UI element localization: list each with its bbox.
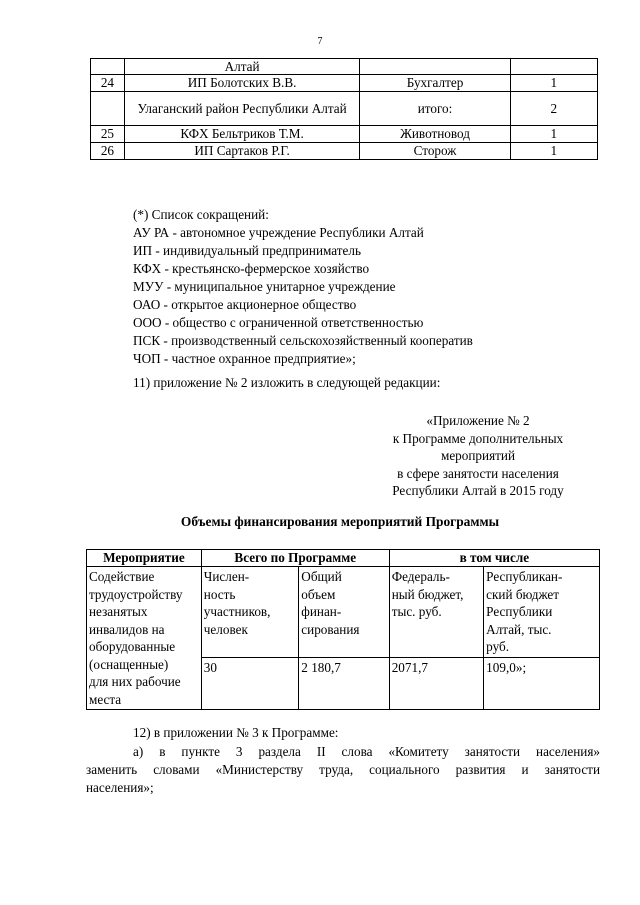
financing-table (86, 549, 600, 710)
appendix-caption (360, 412, 596, 500)
table-cell: 24 (91, 75, 125, 92)
participants-header-cell (201, 567, 299, 658)
cell-line: объем (301, 586, 336, 602)
cell-line: Общий (301, 569, 342, 584)
table-cell (510, 59, 597, 75)
table-row-subtotal (91, 92, 598, 126)
paragraph-line: населения»; (86, 780, 154, 795)
item-11-paragraph: 11) приложение № 2 изложить в следующей редакции: (133, 375, 441, 390)
table-cell: Алтай (124, 59, 360, 75)
federal-value: 2071,7 (389, 658, 483, 710)
table-cell (360, 59, 510, 75)
federal-header-cell (389, 567, 483, 658)
cell-line: руб. (486, 639, 510, 654)
table-row (87, 567, 600, 658)
total-financing-header-cell (299, 567, 389, 658)
table-cell: ИП Болотских В.В. (124, 75, 360, 92)
abbreviation-item: ПСК - производственный сельскохозяйственный кооператив (133, 333, 473, 348)
appendix-line: Республики Алтай в 2015 году (392, 483, 564, 498)
table-cell: 2 (510, 92, 597, 126)
table-cell (91, 59, 125, 75)
item-12-title: 12) в приложении № 3 к Программе: (133, 725, 339, 740)
table-cell: Улаганский район Республики Алтай (124, 92, 360, 126)
table-cell: КФХ Бельтриков Т.М. (124, 126, 360, 143)
measure-line: для них рабочие (89, 674, 181, 689)
table-cell: Животновод (360, 126, 510, 143)
cell-line: Федераль- (391, 569, 450, 584)
paragraph-line: заменить словами «Министерству труда, социального развития и занятости (86, 762, 600, 777)
measure-cell (87, 567, 202, 710)
abbreviation-item: ИП - индивидуальный предприниматель (133, 243, 362, 258)
cell-line: Республикан- (486, 569, 563, 584)
abbreviation-item: ОАО - открытое акционерное общество (133, 297, 357, 312)
measure-line: трудоустройству (89, 586, 183, 602)
table-cell: итого: (360, 92, 510, 126)
table-cell: 1 (510, 143, 597, 160)
cell-line: тыс. руб. (391, 604, 442, 619)
measure-line: (оснащенные) (89, 656, 169, 672)
cell-line: ный бюджет, (391, 586, 464, 602)
paragraph-line: а) в пункте 3 раздела II слова «Комитету занятости населения» (133, 744, 600, 759)
abbreviations-list (133, 206, 473, 368)
financing-heading: Объемы финансирования мероприятий Программы (180, 514, 500, 529)
measure-line: оборудованные (89, 639, 176, 654)
table-cell: 1 (510, 75, 597, 92)
total-financing-value: 2 180,7 (299, 658, 389, 710)
cell-line: человек (203, 621, 248, 637)
cell-line: Алтай, тыс. (486, 621, 552, 637)
page-number: 7 (317, 36, 323, 47)
republic-value: 109,0»; (484, 658, 600, 710)
abbreviation-item: ООО - общество с ограниченной ответственностью (133, 315, 424, 330)
appendix-line: к Программе дополнительных (392, 430, 564, 446)
table-row (91, 126, 598, 143)
table-header-row (87, 550, 600, 567)
appendix-line: мероприятий (440, 448, 516, 463)
header-total: Всего по Программе (201, 550, 389, 567)
participants-value: 30 (201, 658, 299, 710)
table-cell: 25 (91, 126, 125, 143)
appendix-line: в сфере занятости населения (397, 465, 559, 481)
table-cell: 26 (91, 143, 125, 160)
table-cell: Сторож (360, 143, 510, 160)
cell-line: Республики (486, 604, 553, 619)
table-cell (91, 92, 125, 126)
republic-header-cell (484, 567, 600, 658)
cell-line: сирования (301, 621, 360, 637)
abbreviation-item: ЧОП - частное охранное предприятие»; (133, 351, 356, 366)
appendix-line: «Приложение № 2 (426, 413, 530, 428)
cell-line: финан- (301, 604, 342, 619)
abbreviation-item: КФХ - крестьянско-фермерское хозяйство (133, 261, 370, 276)
cell-line: Числен- (203, 569, 250, 584)
abbreviation-item: МУУ - муниципальное унитарное учреждение (133, 279, 396, 294)
table-row (91, 59, 598, 75)
cell-line: ский бюджет (486, 586, 559, 602)
table-cell: ИП Сартаков Р.Г. (124, 143, 360, 160)
table-cell: Бухгалтер (360, 75, 510, 92)
item-12a-paragraph (86, 743, 600, 797)
measure-line: Содействие (89, 569, 155, 584)
header-including: в том числе (389, 550, 599, 567)
abbreviations-intro: (*) Список сокращений: (133, 207, 269, 222)
header-measure: Мероприятие (87, 550, 202, 567)
measure-line: места (89, 691, 122, 707)
table-cell: 1 (510, 126, 597, 143)
abbreviation-item: АУ РА - автономное учреждение Республики Алтай (133, 225, 424, 240)
cell-line: участников, (203, 604, 271, 619)
measure-line: незанятых (89, 604, 148, 619)
table-row (91, 143, 598, 160)
employment-table (90, 58, 598, 160)
measure-line: инвалидов на (89, 621, 165, 637)
table-row (91, 75, 598, 92)
cell-line: ность (203, 586, 236, 602)
